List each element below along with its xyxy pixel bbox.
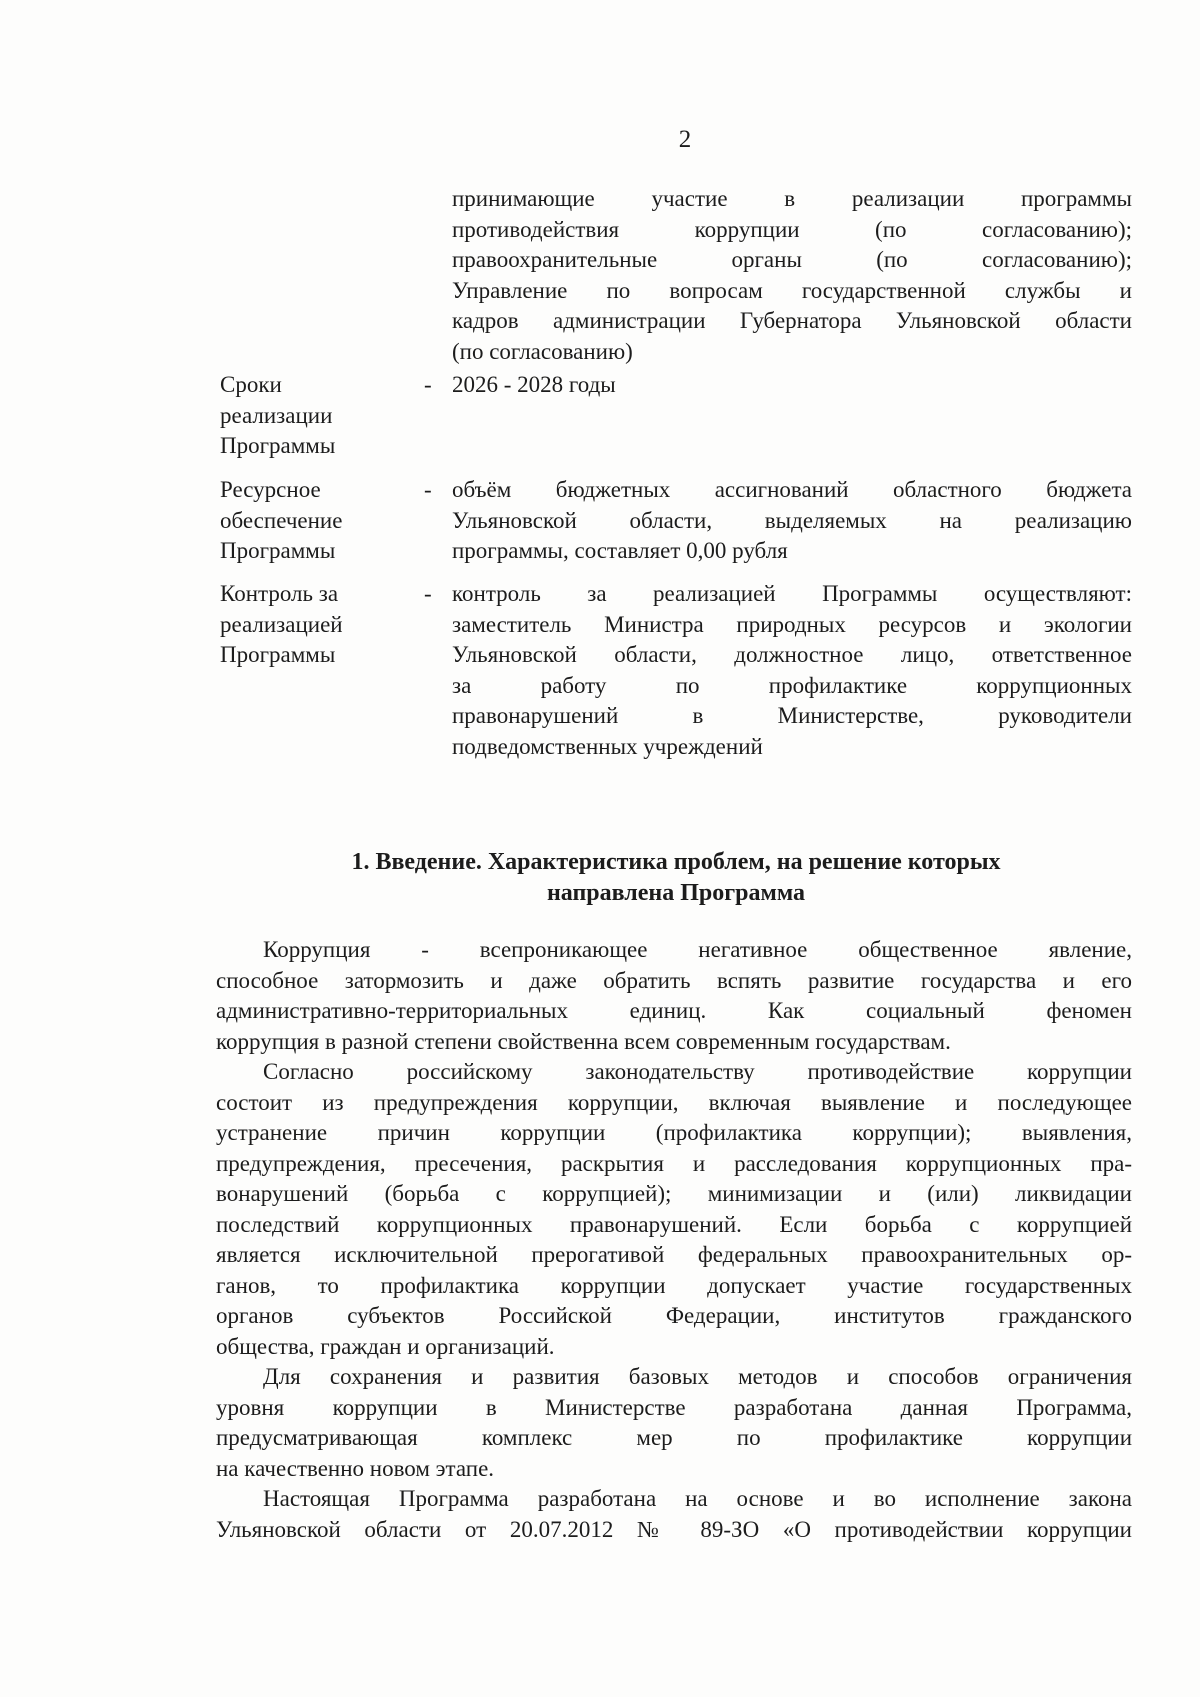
row-dash: - xyxy=(424,477,432,502)
text-line: за работу по профилактике коррупционных xyxy=(452,672,1132,698)
text-line: правонарушений в Министерстве, руководители xyxy=(452,703,1132,728)
text-line: Ульяновской области, должностное лицо, ответственное xyxy=(452,642,1132,667)
row-value xyxy=(452,370,1132,401)
paragraph-line: коррупция в разной степени свойственна всем современным государствам. xyxy=(216,1028,951,1054)
paragraph-line: состоит из предупреждения коррупции, включая выявление и последующее xyxy=(216,1089,1132,1115)
page-number: 2 xyxy=(678,126,692,153)
row-dash: - xyxy=(424,372,432,397)
text-line: 2026 - 2028 годы xyxy=(452,372,616,397)
paragraph-line: Коррупция - всепроникающее негативное общественное явление, xyxy=(263,937,1132,962)
text-line: заместитель Министра природных ресурсов и экологии xyxy=(452,611,1132,637)
paragraph-line: предупреждения, пресечения, раскрытия и расследования коррупционных пра- xyxy=(216,1150,1132,1176)
text-line: программы, составляет 0,00 рубля xyxy=(452,538,788,563)
row-label: Сроки реализации Программы xyxy=(220,372,336,458)
paragraph-line: Для сохранения и развития базовых методов и способов ограничения xyxy=(263,1364,1132,1389)
passport-row-timeline xyxy=(220,370,1132,465)
paragraph-line: ганов, то профилактика коррупции допускает участие государственных xyxy=(216,1272,1132,1298)
paragraph-line: на качественно новом этапе. xyxy=(216,1455,495,1481)
heading-line: направлена Программа xyxy=(546,879,806,906)
passport-row-resources xyxy=(220,475,1132,570)
text-line: подведомственных учреждений xyxy=(452,733,763,759)
text-line: Ульяновской области, выделяемых на реализацию xyxy=(452,507,1132,533)
paragraph-line: органов субъектов Российской Федерации, институтов гражданского xyxy=(216,1303,1132,1328)
text-line: принимающие участие в реализации программы xyxy=(452,186,1132,211)
paragraph-line: Ульяновской области от 20.07.2012 № 89-ЗО «О противодействии коррупции xyxy=(216,1516,1132,1542)
row-value xyxy=(452,475,1132,567)
paragraph-line: последствий коррупционных правонарушений. Если борьба с коррупцией xyxy=(216,1211,1132,1237)
participants-continuation xyxy=(452,184,1132,367)
paragraph-line: административно-территориальных единиц. Как социальный феномен xyxy=(216,998,1132,1023)
paragraph-line: является исключительной прерогативой федеральных правоохранительных ор- xyxy=(216,1242,1132,1267)
paragraph-line: Согласно российскому законодательству противодействие коррупции xyxy=(263,1059,1132,1084)
paragraph-line: уровня коррупции в Министерстве разработана данная Программа, xyxy=(216,1394,1132,1420)
paragraph-line: способное затормозить и даже обратить вспять развитие государства и его xyxy=(216,967,1132,993)
text-line: Управление по вопросам государственной службы и xyxy=(452,277,1132,303)
text-line: правоохранительные органы (по согласованию); xyxy=(452,247,1132,272)
paragraph-line: устранение причин коррупции (профилактика коррупции); выявления, xyxy=(216,1120,1132,1145)
row-label: Контроль за реализацией Программы xyxy=(220,581,343,667)
heading-line: 1. Введение. Характеристика проблем, на решение которых xyxy=(351,849,1001,875)
row-label: Ресурсное обеспечение Программы xyxy=(220,477,343,563)
text-line: объём бюджетных ассигнований областного бюджета xyxy=(452,477,1132,502)
section-heading xyxy=(220,847,1132,908)
paragraph-line: Настоящая Программа разработана на основе и во исполнение закона xyxy=(263,1486,1132,1511)
row-dash: - xyxy=(424,581,432,606)
section-body xyxy=(216,935,1132,1545)
paragraph-line: общества, граждан и организаций. xyxy=(216,1333,555,1359)
row-value xyxy=(452,579,1132,762)
paragraph-line: вонарушений (борьба с коррупцией); минимизации и (или) ликвидации xyxy=(216,1181,1132,1206)
passport-row-control xyxy=(220,579,1132,769)
text-line: кадров администрации Губернатора Ульяновской области xyxy=(452,308,1132,333)
paragraph-line: предусматривающая комплекс мер по профилактике коррупции xyxy=(216,1425,1132,1450)
text-line: (по согласованию) xyxy=(452,338,633,364)
text-line: контроль за реализацией Программы осуществляют: xyxy=(452,581,1132,606)
text-line: противодействия коррупции (по согласованию); xyxy=(452,216,1132,242)
